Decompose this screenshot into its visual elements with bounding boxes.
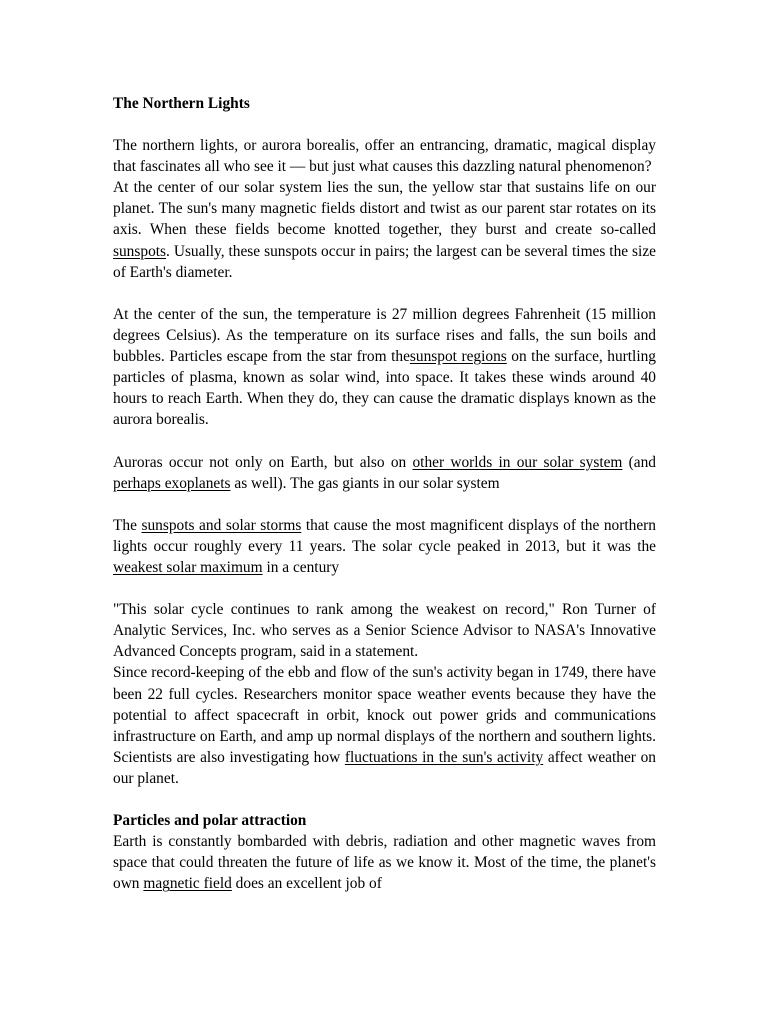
document-title: The Northern Lights	[113, 95, 250, 112]
link-perhaps-exoplanets[interactable]: perhaps exoplanets	[113, 474, 231, 492]
document-page	[113, 93, 656, 894]
link-fluctuations-suns-activity[interactable]: fluctuations in the sun's activity	[344, 748, 544, 766]
paragraph-text: affect weather on our planet.	[113, 748, 656, 787]
paragraph-record-keeping	[113, 662, 656, 789]
link-other-worlds[interactable]: other worlds in our solar system	[412, 453, 623, 471]
paragraph-intro: The northern lights, or aurora borealis, offer an entrancing, dramatic, magical display that fascinates all who see it — but just what causes this dazzling natural phenomenon?	[113, 137, 656, 176]
paragraph-sun-magnetic-fields	[113, 177, 656, 282]
paragraph-solar-cycle	[113, 515, 656, 578]
link-sunspot-regions[interactable]: sunspot regions	[409, 348, 507, 366]
link-weakest-solar-maximum[interactable]: weakest solar maximum	[113, 558, 263, 576]
section-heading: Particles and polar attraction	[113, 812, 307, 830]
paragraph-text: Auroras occur not only on Earth, but also on	[113, 453, 413, 471]
paragraph-text: in a century	[262, 558, 340, 576]
paragraph-text: Earth is constantly bombarded with debris, radiation and other magnetic waves from space that could threaten the future of life as we know it. Most of the time, the planet's own	[113, 833, 656, 893]
paragraph-text: . Usually, these sunspots occur in pairs; the largest can be several times the size of Earth's diameter.	[113, 242, 656, 281]
paragraph-text: on the surface, hurtling particles of plasma, known as solar wind, into space. It takes these winds around 40 hours to reach Earth. When they do, they can cause the dramatic displays known as the aurora borealis.	[113, 348, 656, 429]
paragraph-text: At the center of our solar system lies the sun, the yellow star that sustains life on our planet. The sun's many magnetic fields distort and twist as our parent star rotates on its axis. When these fields become knotted together, they burst and create so-called	[113, 179, 656, 239]
paragraph-text: does an excellent job of	[231, 875, 382, 893]
paragraph-text: The	[113, 516, 142, 534]
link-magnetic-field[interactable]: magnetic field	[143, 875, 232, 893]
paragraph-text: that cause the most magnificent displays of the northern lights occur roughly every 11 years. The solar cycle peaked in 2013, but it was the	[113, 516, 656, 555]
paragraph-sun-temperature	[113, 304, 656, 431]
paragraph-text: Since record-keeping of the ebb and flow of the sun's activity began in 1749, there have been 22 full cycles. Researchers monitor space weather events because they have the potential to affect spacecraft in orbit, knock out power grids and communications infrastructure on Earth, and amp up normal displays of the northern and southern lights. Scientists are also investigating how	[113, 664, 656, 766]
paragraph-earth-bombarded	[113, 831, 656, 894]
link-sunspots[interactable]: sunspots	[113, 242, 167, 260]
paragraph-text: (and	[622, 453, 657, 471]
link-sunspots-and-solar-storms[interactable]: sunspots and solar storms	[141, 516, 302, 534]
paragraph-text: as well). The gas giants in our solar system	[230, 474, 500, 492]
paragraph-quote: "This solar cycle continues to rank among the weakest on record," Ron Turner of Analytic Services, Inc. who serves as a Senior Science Advisor to NASA's Innovative Advanced Concepts program, said in a statement.	[113, 601, 656, 661]
paragraph-auroras-other-worlds	[113, 452, 656, 494]
paragraph-text: At the center of the sun, the temperature is 27 million degrees Fahrenheit (15 million degrees Celsius). As the temperature on its surface rises and falls, the sun boils and bubbles. Particles escape from the star from the	[113, 305, 656, 366]
